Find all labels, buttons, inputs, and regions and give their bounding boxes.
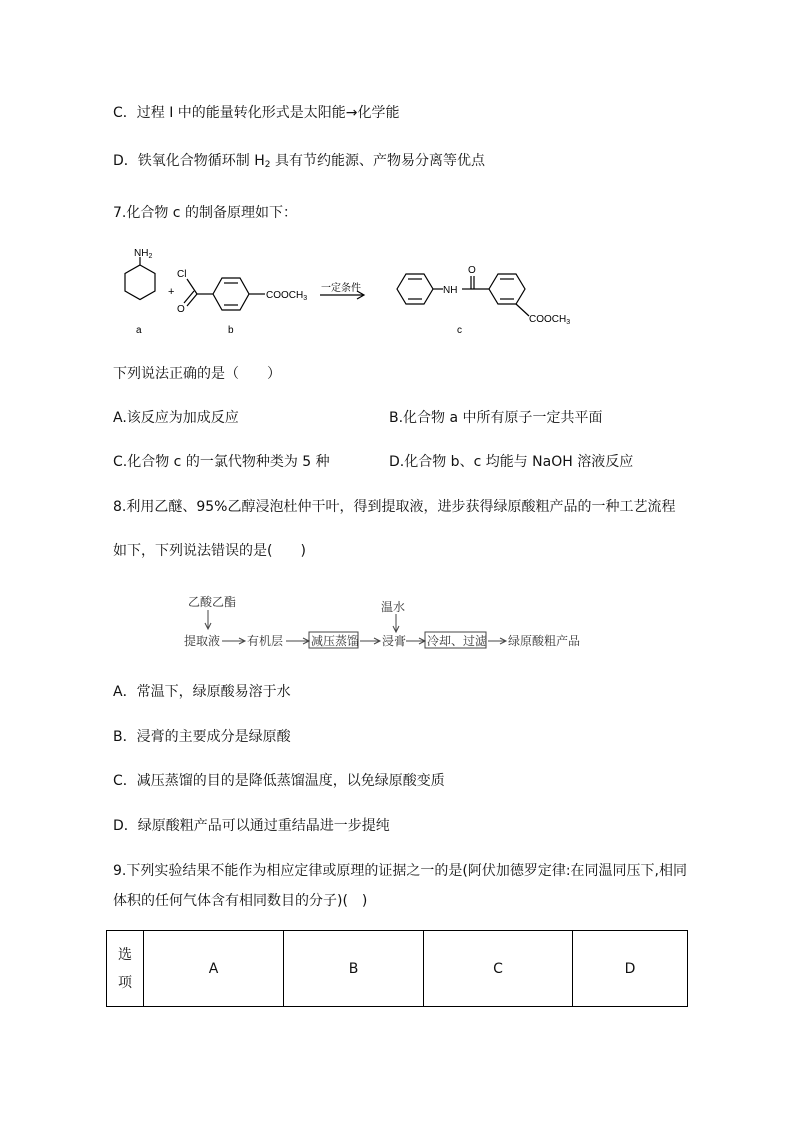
- bond-b-co: [187, 294, 197, 306]
- q8-option-a: A．常温下，绿原酸易溶于水: [113, 684, 291, 700]
- reaction-scheme: [105, 240, 605, 340]
- option-d-pre: D．铁氧化合物循环制 H: [113, 153, 265, 169]
- options-table: [106, 930, 688, 1007]
- flow-reagent-2: 温水: [381, 600, 406, 614]
- question-9-line2: 体积的任何气体含有相同数目的分子)( ): [113, 893, 368, 909]
- c-nh-text: NH: [443, 285, 458, 296]
- flow-step-1: 提取液: [184, 634, 221, 648]
- bond-b-cl: [187, 279, 197, 294]
- bond-c-ester: [516, 304, 529, 316]
- q8-option-c: C．减压蒸馏的目的是降低蒸馏温度，以免绿原酸变质: [113, 773, 445, 789]
- question-8-line1: 8.利用乙醚、95%乙醇浸泡杜仲干叶，得到提取液，进步获得绿原酸粗产品的一种工艺流程: [113, 499, 676, 515]
- q7-option-d: D.化合物 b、c 均能与 NaOH 溶液反应: [389, 454, 634, 470]
- q8-option-b: B．浸膏的主要成分是绿原酸: [113, 729, 291, 745]
- b-cl-text: Cl: [177, 269, 187, 280]
- option-c-line: C．过程 I 中的能量转化形式是太阳能→化学能: [113, 105, 400, 121]
- q8-option-d: D．绿原酸粗产品可以通过重结晶进一步提纯: [113, 818, 390, 834]
- option-d-sub: 2: [264, 160, 271, 170]
- question-9-line1: 9.下列实验结果不能作为相应定律或原理的证据之一的是(阿伏加德罗定律:在同温同压下,相同: [113, 863, 687, 879]
- table-col-a: A: [144, 931, 284, 1007]
- flow-step-3: 减压蒸馏: [311, 634, 360, 648]
- b-ester-text: $COOCH_3$: [266, 290, 308, 302]
- label-b: b: [228, 325, 234, 336]
- flow-step-6: 绿原酸粗产品: [508, 634, 581, 648]
- q7-option-b: B.化合物 a 中所有原子一定共平面: [389, 410, 603, 426]
- table-col-d: D: [573, 931, 688, 1007]
- benzene-ring-a: [125, 265, 155, 300]
- question-7: 7.化合物 c 的制备原理如下：: [113, 205, 297, 221]
- bond-b-co-double: [184, 291, 194, 303]
- label-a: a: [136, 325, 142, 336]
- c-o-text: O: [468, 265, 476, 276]
- condition-text: 一定条件: [321, 283, 361, 294]
- a-nh2-text: $NH_2$: [134, 248, 153, 260]
- option-d-post: 具有节约能源、产物易分离等优点: [270, 153, 485, 169]
- q7-option-c: C.化合物 c 的一氯代物种类为 5 种: [113, 454, 330, 470]
- flow-step-5: 冷却、过滤: [427, 634, 488, 648]
- table-header-cell: 选 项: [107, 931, 144, 1007]
- plus-sign: +: [168, 286, 175, 298]
- label-c: c: [457, 325, 462, 336]
- flow-reagent-1: 乙酸乙酯: [188, 595, 237, 609]
- q7-option-a: A.该反应为加成反应: [113, 410, 239, 426]
- process-flow: [180, 590, 590, 655]
- table-col-c: C: [424, 931, 573, 1007]
- c-ester-text: $COOCH_3$: [529, 314, 571, 326]
- b-o-text: O: [177, 304, 185, 315]
- table-header-row: [107, 931, 688, 1007]
- table-col-b: B: [284, 931, 424, 1007]
- flow-step-4: 浸膏: [382, 634, 407, 648]
- flow-step-2: 有机层: [247, 634, 284, 648]
- option-d-line: [113, 151, 485, 175]
- question-8-line2: 如下，下列说法错误的是( ): [113, 543, 306, 559]
- question-7-prompt: 下列说法正确的是（ ）: [113, 366, 281, 382]
